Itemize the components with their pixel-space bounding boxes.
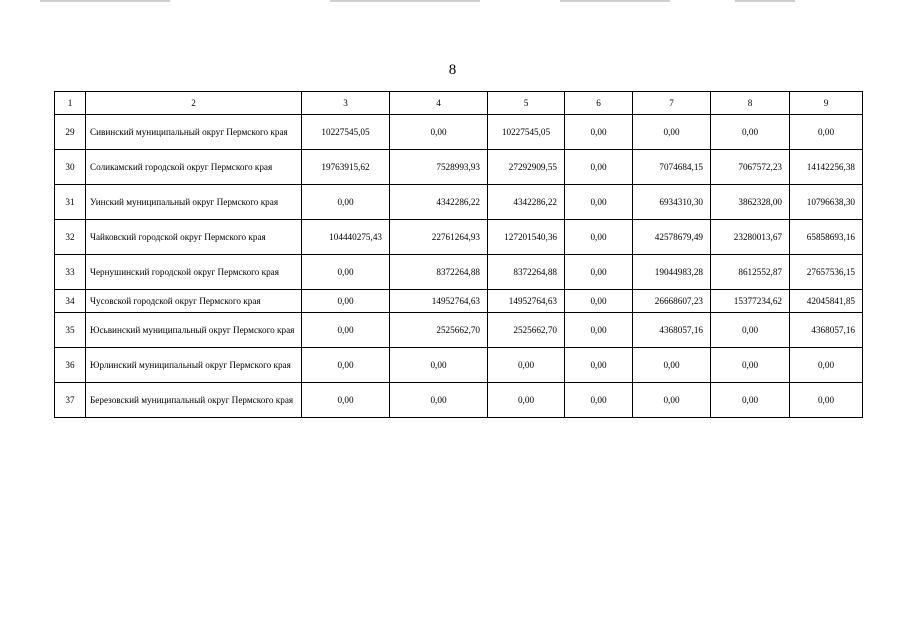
cell-col-8: 0,00 [711,383,790,418]
column-header-1: 1 [55,92,86,115]
column-header-8: 8 [711,92,790,115]
budget-table [54,91,863,418]
cell-col-9: 10796638,30 [790,185,863,220]
cell-col-6: 0,00 [565,383,633,418]
cell-col-6: 0,00 [565,115,633,150]
cell-col-9: 0,00 [790,115,863,150]
page-number: 8 [448,62,457,78]
cell-col-7: 19044983,28 [633,255,711,290]
municipality-name: Чернушинский городской округ Пермского края [86,255,302,290]
cell-col-4: 7528993,93 [390,150,488,185]
cell-col-5: 0,00 [488,348,565,383]
cell-col-7: 0,00 [633,383,711,418]
table-row [55,313,863,348]
cell-col-9: 65858693,16 [790,220,863,255]
municipality-name: Уинский муниципальный округ Пермского края [86,185,302,220]
table-row [55,220,863,255]
cell-col-4: 22761264,93 [390,220,488,255]
column-header-3: 3 [302,92,390,115]
cell-col-9: 27657536,15 [790,255,863,290]
cell-col-5: 10227545,05 [488,115,565,150]
cell-col-8: 15377234,62 [711,290,790,313]
cell-col-7: 0,00 [633,348,711,383]
cell-col-3: 0,00 [302,383,390,418]
cell-col-3: 19763915,62 [302,150,390,185]
cell-col-5: 0,00 [488,383,565,418]
municipality-name: Соликамский городской округ Пермского края [86,150,302,185]
cell-col-8: 0,00 [711,348,790,383]
column-header-6: 6 [565,92,633,115]
municipality-name: Березовский муниципальный округ Пермского края [86,383,302,418]
cell-col-6: 0,00 [565,255,633,290]
cell-col-5: 2525662,70 [488,313,565,348]
row-number: 35 [55,313,86,348]
row-number: 30 [55,150,86,185]
table-row [55,150,863,185]
table-row [55,290,863,313]
cell-col-9: 14142256,38 [790,150,863,185]
cell-col-3: 0,00 [302,313,390,348]
cell-col-3: 0,00 [302,185,390,220]
cell-col-5: 8372264,88 [488,255,565,290]
cell-col-3: 0,00 [302,348,390,383]
cell-col-8: 3862328,00 [711,185,790,220]
cell-col-4: 8372264,88 [390,255,488,290]
scan-top-edge [0,0,905,4]
cell-col-4: 4342286,22 [390,185,488,220]
column-header-5: 5 [488,92,565,115]
cell-col-5: 27292909,55 [488,150,565,185]
table-row [55,348,863,383]
header-row [55,92,863,115]
cell-col-6: 0,00 [565,150,633,185]
cell-col-4: 0,00 [390,348,488,383]
table-row [55,185,863,220]
cell-col-3: 10227545,05 [302,115,390,150]
cell-col-7: 7074684,15 [633,150,711,185]
cell-col-9: 4368057,16 [790,313,863,348]
cell-col-5: 127201540,36 [488,220,565,255]
cell-col-9: 42045841,85 [790,290,863,313]
column-header-7: 7 [633,92,711,115]
column-header-4: 4 [390,92,488,115]
table-row [55,115,863,150]
municipality-name: Юсьвинский муниципальный округ Пермского края [86,313,302,348]
cell-col-6: 0,00 [565,220,633,255]
column-header-2: 2 [86,92,302,115]
cell-col-7: 42578679,49 [633,220,711,255]
table-row [55,383,863,418]
cell-col-5: 14952764,63 [488,290,565,313]
municipality-name: Сивинский муниципальный округ Пермского края [86,115,302,150]
column-header-9: 9 [790,92,863,115]
cell-col-7: 0,00 [633,115,711,150]
cell-col-9: 0,00 [790,383,863,418]
cell-col-5: 4342286,22 [488,185,565,220]
cell-col-7: 6934310,30 [633,185,711,220]
cell-col-6: 0,00 [565,313,633,348]
cell-col-3: 0,00 [302,290,390,313]
cell-col-4: 2525662,70 [390,313,488,348]
cell-col-9: 0,00 [790,348,863,383]
cell-col-8: 0,00 [711,115,790,150]
cell-col-8: 23280013,67 [711,220,790,255]
row-number: 32 [55,220,86,255]
cell-col-3: 104440275,43 [302,220,390,255]
municipality-name: Юрлинский муниципальный округ Пермского края [86,348,302,383]
cell-col-3: 0,00 [302,255,390,290]
cell-col-4: 14952764,63 [390,290,488,313]
row-number: 37 [55,383,86,418]
row-number: 34 [55,290,86,313]
cell-col-6: 0,00 [565,290,633,313]
row-number: 31 [55,185,86,220]
cell-col-4: 0,00 [390,115,488,150]
cell-col-8: 7067572,23 [711,150,790,185]
cell-col-8: 0,00 [711,313,790,348]
cell-col-7: 4368057,16 [633,313,711,348]
row-number: 29 [55,115,86,150]
cell-col-6: 0,00 [565,185,633,220]
cell-col-8: 8612552,87 [711,255,790,290]
municipality-name: Чайковский городской округ Пермского края [86,220,302,255]
table-row [55,255,863,290]
cell-col-4: 0,00 [390,383,488,418]
cell-col-7: 26668607,23 [633,290,711,313]
row-number: 33 [55,255,86,290]
row-number: 36 [55,348,86,383]
cell-col-6: 0,00 [565,348,633,383]
municipality-name: Чусовской городской округ Пермского края [86,290,302,313]
